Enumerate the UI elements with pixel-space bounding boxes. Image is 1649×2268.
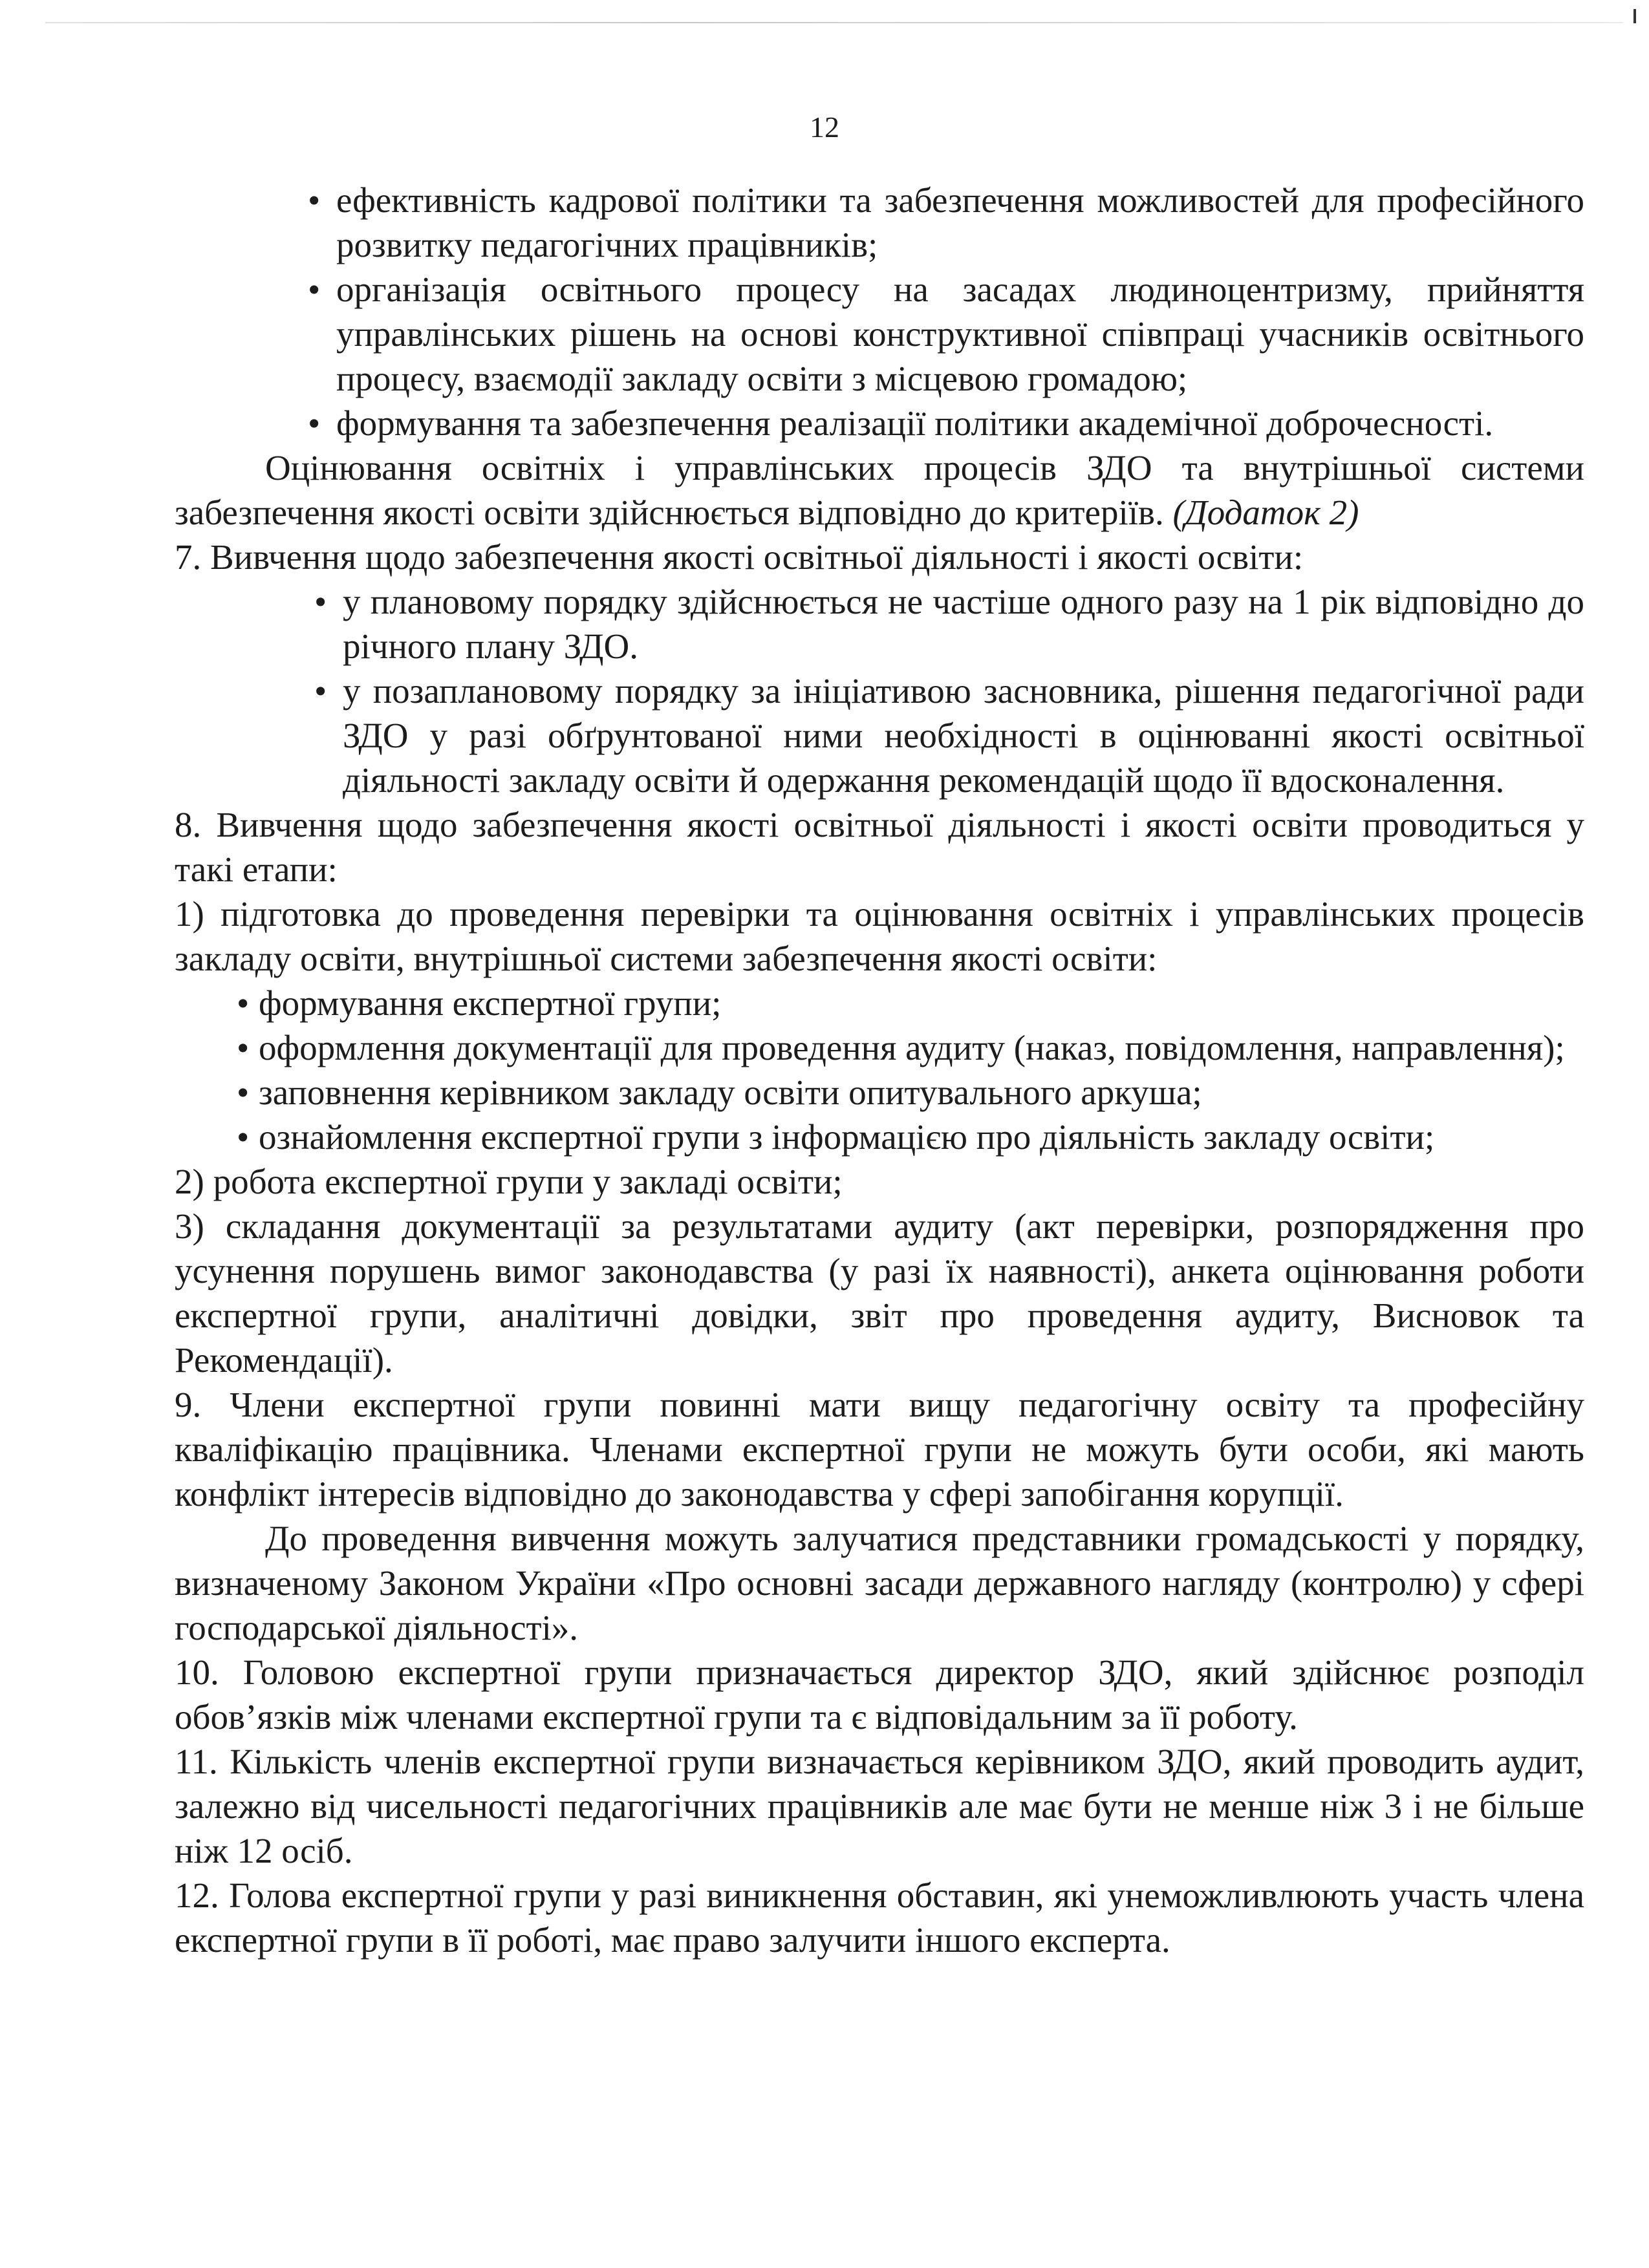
list-item bbox=[237, 1025, 1584, 1070]
list-item bbox=[308, 401, 1584, 445]
list-item-text: оформлення документації для проведення аудиту (наказ, повідомлення, направлення); bbox=[259, 1028, 1565, 1067]
item-10-paragraph: 10. Головою експертної групи призначається директор ЗДО, який здійснює розподіл обов’язків між членами експертної групи та є відповідальним за її роботу. bbox=[175, 1653, 1584, 1737]
assessment-text: Оцінювання освітніх і управлінських процесів ЗДО та внутрішньої системи забезпечення якості освіти здійснюється відповідно до критеріїв. bbox=[175, 448, 1584, 532]
item-8-step-1-bullets bbox=[175, 981, 1584, 1159]
item-7-bullets bbox=[175, 579, 1584, 802]
list-item bbox=[308, 178, 1584, 267]
list-item-text: формування та забезпечення реалізації політики академічної доброчесності. bbox=[336, 403, 1494, 443]
appendix-reference: (Додаток 2) bbox=[1172, 493, 1359, 532]
scan-edge-mark bbox=[1633, 9, 1636, 23]
list-item-text: формування експертної групи; bbox=[259, 983, 722, 1023]
list-item-text: ознайомлення експертної групи з інформацією про діяльність закладу освіти; bbox=[259, 1117, 1435, 1157]
list-item-text: у позаплановому порядку за ініціативою засновника, рішення педагогічної ради ЗДО у разі обґрунтованої ними необхідності в оцінюванні якості освітньої діяльності закладу освіти й одержання рекомендацій щодо її вдосконалення. bbox=[343, 671, 1584, 800]
list-item bbox=[314, 669, 1584, 802]
item-8-step-1: 1) підготовка до проведення перевірки та оцінювання освітніх і управлінських процесів закладу освіти, внутрішньої системи забезпечення якості освіти: bbox=[175, 894, 1584, 978]
bullet-icon: • bbox=[237, 1117, 250, 1157]
bullet-icon: • bbox=[237, 983, 250, 1023]
bullet-icon: • bbox=[308, 180, 321, 220]
item-9-public-paragraph: До проведення вивчення можуть залучатися представники громадськості у порядку, визначеному Законом України «Про основні засади державного нагляду (контролю) у сфері господарської діяльності». bbox=[175, 1519, 1584, 1647]
list-item bbox=[237, 1115, 1584, 1159]
document-body bbox=[175, 178, 1584, 1962]
item-8-step-3: 3) складання документації за результатами аудиту (акт перевірки, розпорядження про усунення порушень вимог законодавства (у разі їх наявності), анкета оцінювання роботи експертної групи, аналітичні довідки, звіт про проведення аудиту, Висновок та Рекомендації). bbox=[175, 1206, 1584, 1380]
item-7-heading: 7. Вивчення щодо забезпечення якості освітньої діяльності і якості освіти: bbox=[175, 537, 1304, 577]
item-11-paragraph: 11. Кількість членів експертної групи визначається керівником ЗДО, який проводить аудит, залежно від чисельності педагогічних працівників але має бути не менше ніж 3 і не більше ніж 12 осіб. bbox=[175, 1742, 1584, 1870]
item-8-step-2: 2) робота експертної групи у закладі освіти; bbox=[175, 1162, 843, 1201]
bullet-icon: • bbox=[314, 582, 327, 621]
bullet-icon: • bbox=[308, 403, 321, 443]
bullet-icon: • bbox=[237, 1028, 250, 1067]
list-item-text: у плановому порядку здійснюється не частіше одного разу на 1 рік відповідно до річного плану ЗДО. bbox=[343, 582, 1584, 666]
list-item-text: заповнення керівником закладу освіти опитувального аркуша; bbox=[259, 1073, 1202, 1112]
bullet-list-top bbox=[175, 178, 1584, 445]
bullet-icon: • bbox=[308, 270, 321, 309]
assessment-paragraph bbox=[175, 445, 1584, 535]
list-item bbox=[237, 1070, 1584, 1115]
item-12-paragraph: 12. Голова експертної групи у разі виникнення обставин, які унеможливлюють участь члена експертної групи в її роботі, має право залучити іншого експерта. bbox=[175, 1876, 1584, 1960]
list-item bbox=[237, 981, 1584, 1025]
item-8-heading: 8. Вивчення щодо забезпечення якості освітньої діяльності і якості освіти проводиться у такі етапи: bbox=[175, 805, 1584, 889]
list-item-text: ефективність кадрової політики та забезпечення можливостей для професійного розвитку педагогічних працівників; bbox=[336, 180, 1584, 264]
list-item bbox=[308, 267, 1584, 401]
list-item bbox=[314, 579, 1584, 669]
item-9-paragraph: 9. Члени експертної групи повинні мати вищу педагогічну освіту та професійну кваліфікацію працівника. Членами експертної групи не можуть бути особи, які мають конфлікт інтересів відповідно до законодавства у сфері запобігання корупції. bbox=[175, 1385, 1584, 1514]
list-item-text: організація освітнього процесу на засадах людиноцентризму, прийняття управлінських рішень на основі конструктивної співпраці учасників освітнього процесу, взаємодії закладу освіти з місцевою громадою; bbox=[336, 270, 1584, 398]
page-number: 12 bbox=[810, 111, 839, 144]
bullet-icon: • bbox=[237, 1073, 250, 1112]
bullet-icon: • bbox=[314, 671, 327, 711]
scan-edge-line bbox=[45, 22, 1623, 23]
